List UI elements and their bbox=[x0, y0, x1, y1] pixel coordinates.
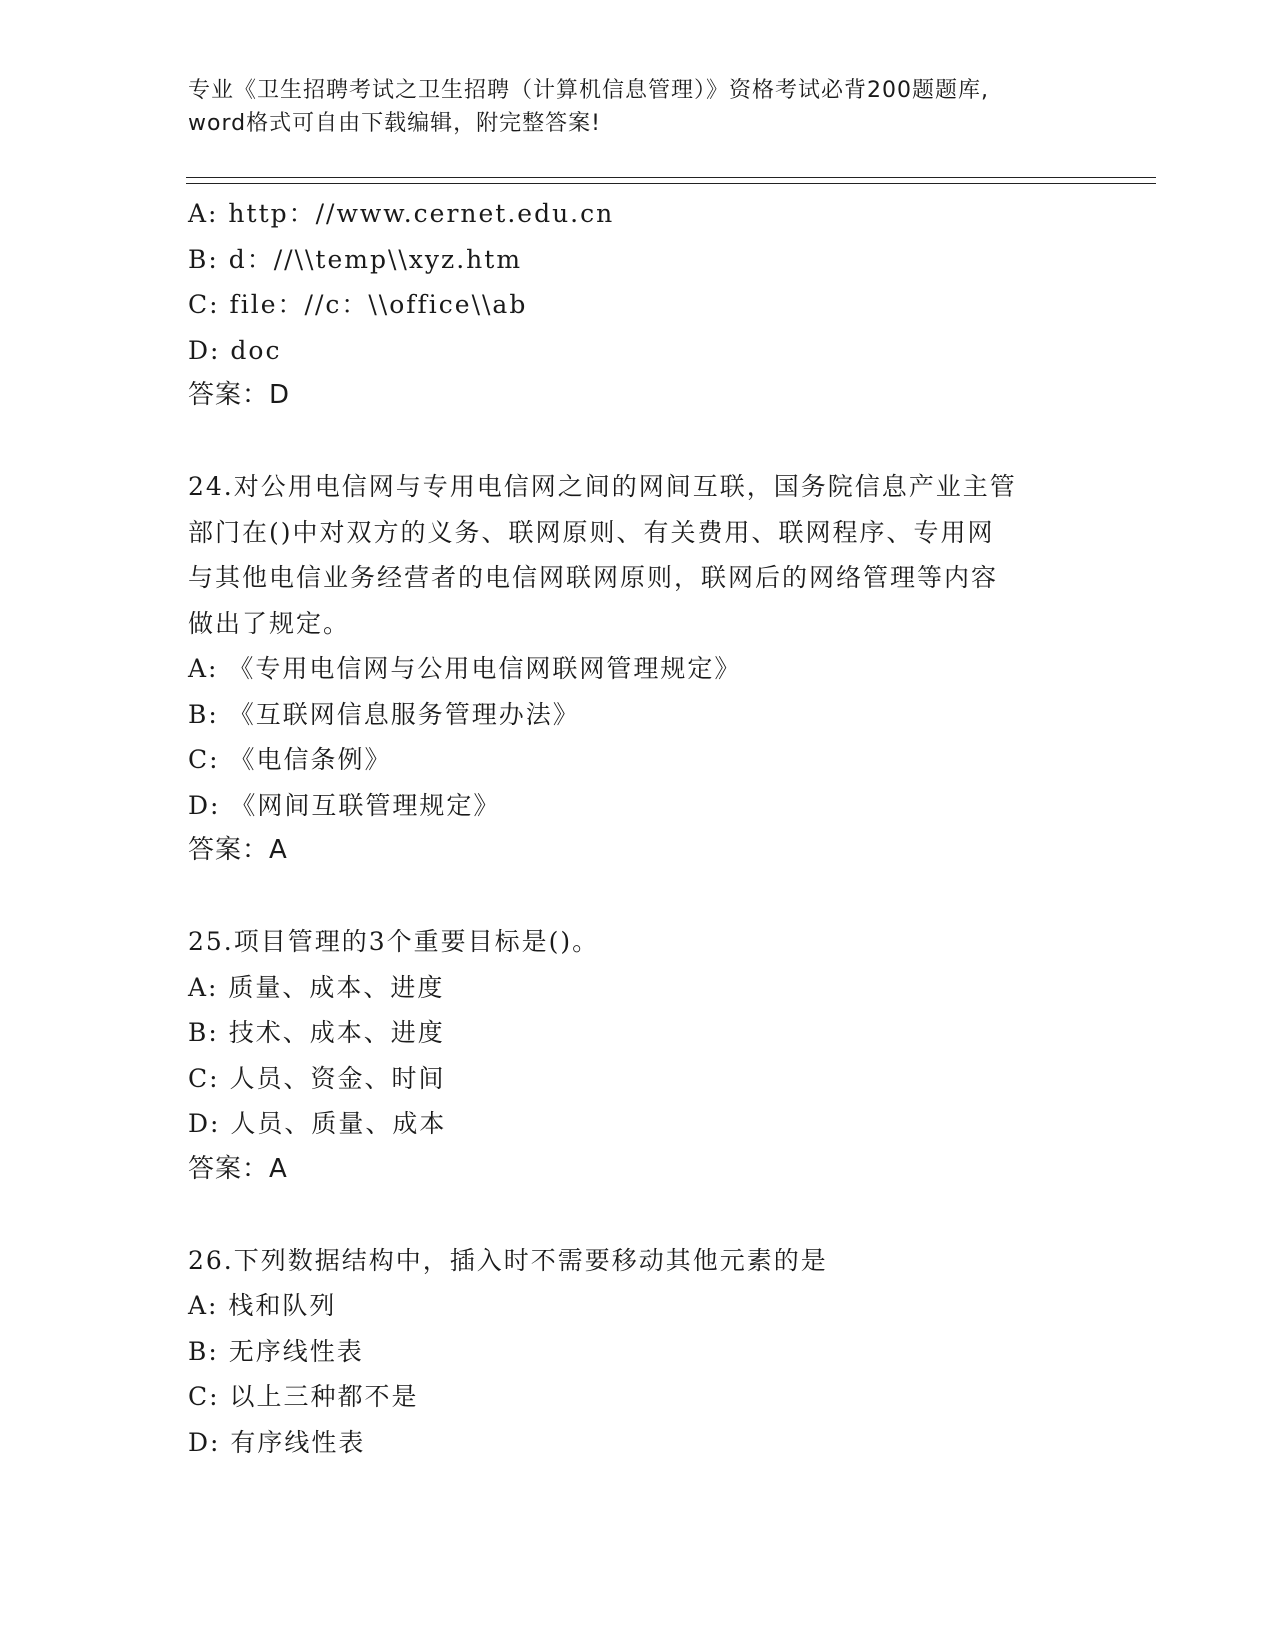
header-line-1: 专业《卫生招聘考试之卫生招聘（计算机信息管理）》资格考试必背200题题库, bbox=[188, 78, 989, 103]
question-text-line: 部门在()中对双方的义务、联网原则、有关费用、联网程序、专用网 bbox=[188, 517, 995, 547]
answer-line: 答案：D bbox=[188, 380, 291, 410]
answer-line: 答案：A bbox=[188, 1153, 288, 1184]
question-text-line: 25.项目管理的3个重要目标是()。 bbox=[188, 927, 600, 956]
option-c: C: 《电信条例》 bbox=[188, 745, 392, 774]
option-b: B: d：//\\temp\\xyz.htm bbox=[188, 244, 523, 274]
question-block-prev bbox=[188, 191, 1088, 419]
header-rule-bottom bbox=[186, 183, 1156, 184]
question-text-line: 24.对公用电信网与专用电信网之间的网间互联，国务院信息产业主管 bbox=[188, 472, 1017, 501]
option-d: D: doc bbox=[188, 335, 282, 365]
question-text-line: 26.下列数据结构中，插入时不需要移动其他元素的是 bbox=[188, 1245, 828, 1275]
option-b: B: 《互联网信息服务管理办法》 bbox=[188, 699, 580, 729]
question-text-line: 与其他电信业务经营者的电信网联网原则，联网后的网络管理等内容 bbox=[188, 563, 999, 592]
header-line-2: word格式可自由下载编辑，附完整答案! bbox=[188, 111, 601, 136]
option-b: B: 技术、成本、进度 bbox=[188, 1018, 445, 1047]
question-text-line: 做出了规定。 bbox=[188, 608, 351, 638]
header-rule-top bbox=[186, 177, 1156, 178]
option-d: D: 人员、质量、成本 bbox=[188, 1109, 447, 1138]
option-a: A: http：//www.cernet.edu.cn bbox=[188, 199, 615, 228]
option-a: A: 栈和队列 bbox=[188, 1291, 337, 1320]
answer-line: 答案：A bbox=[188, 835, 288, 865]
option-c: C: 以上三种都不是 bbox=[188, 1382, 419, 1411]
option-a: A: 质量、成本、进度 bbox=[188, 972, 445, 1002]
question-block-24 bbox=[188, 464, 1088, 874]
document-body bbox=[188, 191, 1088, 1465]
option-d: D: 《网间互联管理规定》 bbox=[188, 790, 501, 820]
option-c: C: 人员、资金、时间 bbox=[188, 1063, 446, 1093]
option-d: D: 有序线性表 bbox=[188, 1427, 366, 1457]
option-b: B: 无序线性表 bbox=[188, 1336, 364, 1366]
option-a: A: 《专用电信网与公用电信网联网管理规定》 bbox=[188, 654, 742, 683]
option-c: C: file：//c：\\office\\ab bbox=[188, 290, 528, 319]
question-block-25 bbox=[188, 919, 1088, 1192]
question-block-26 bbox=[188, 1238, 1088, 1466]
document-header bbox=[188, 74, 1088, 140]
